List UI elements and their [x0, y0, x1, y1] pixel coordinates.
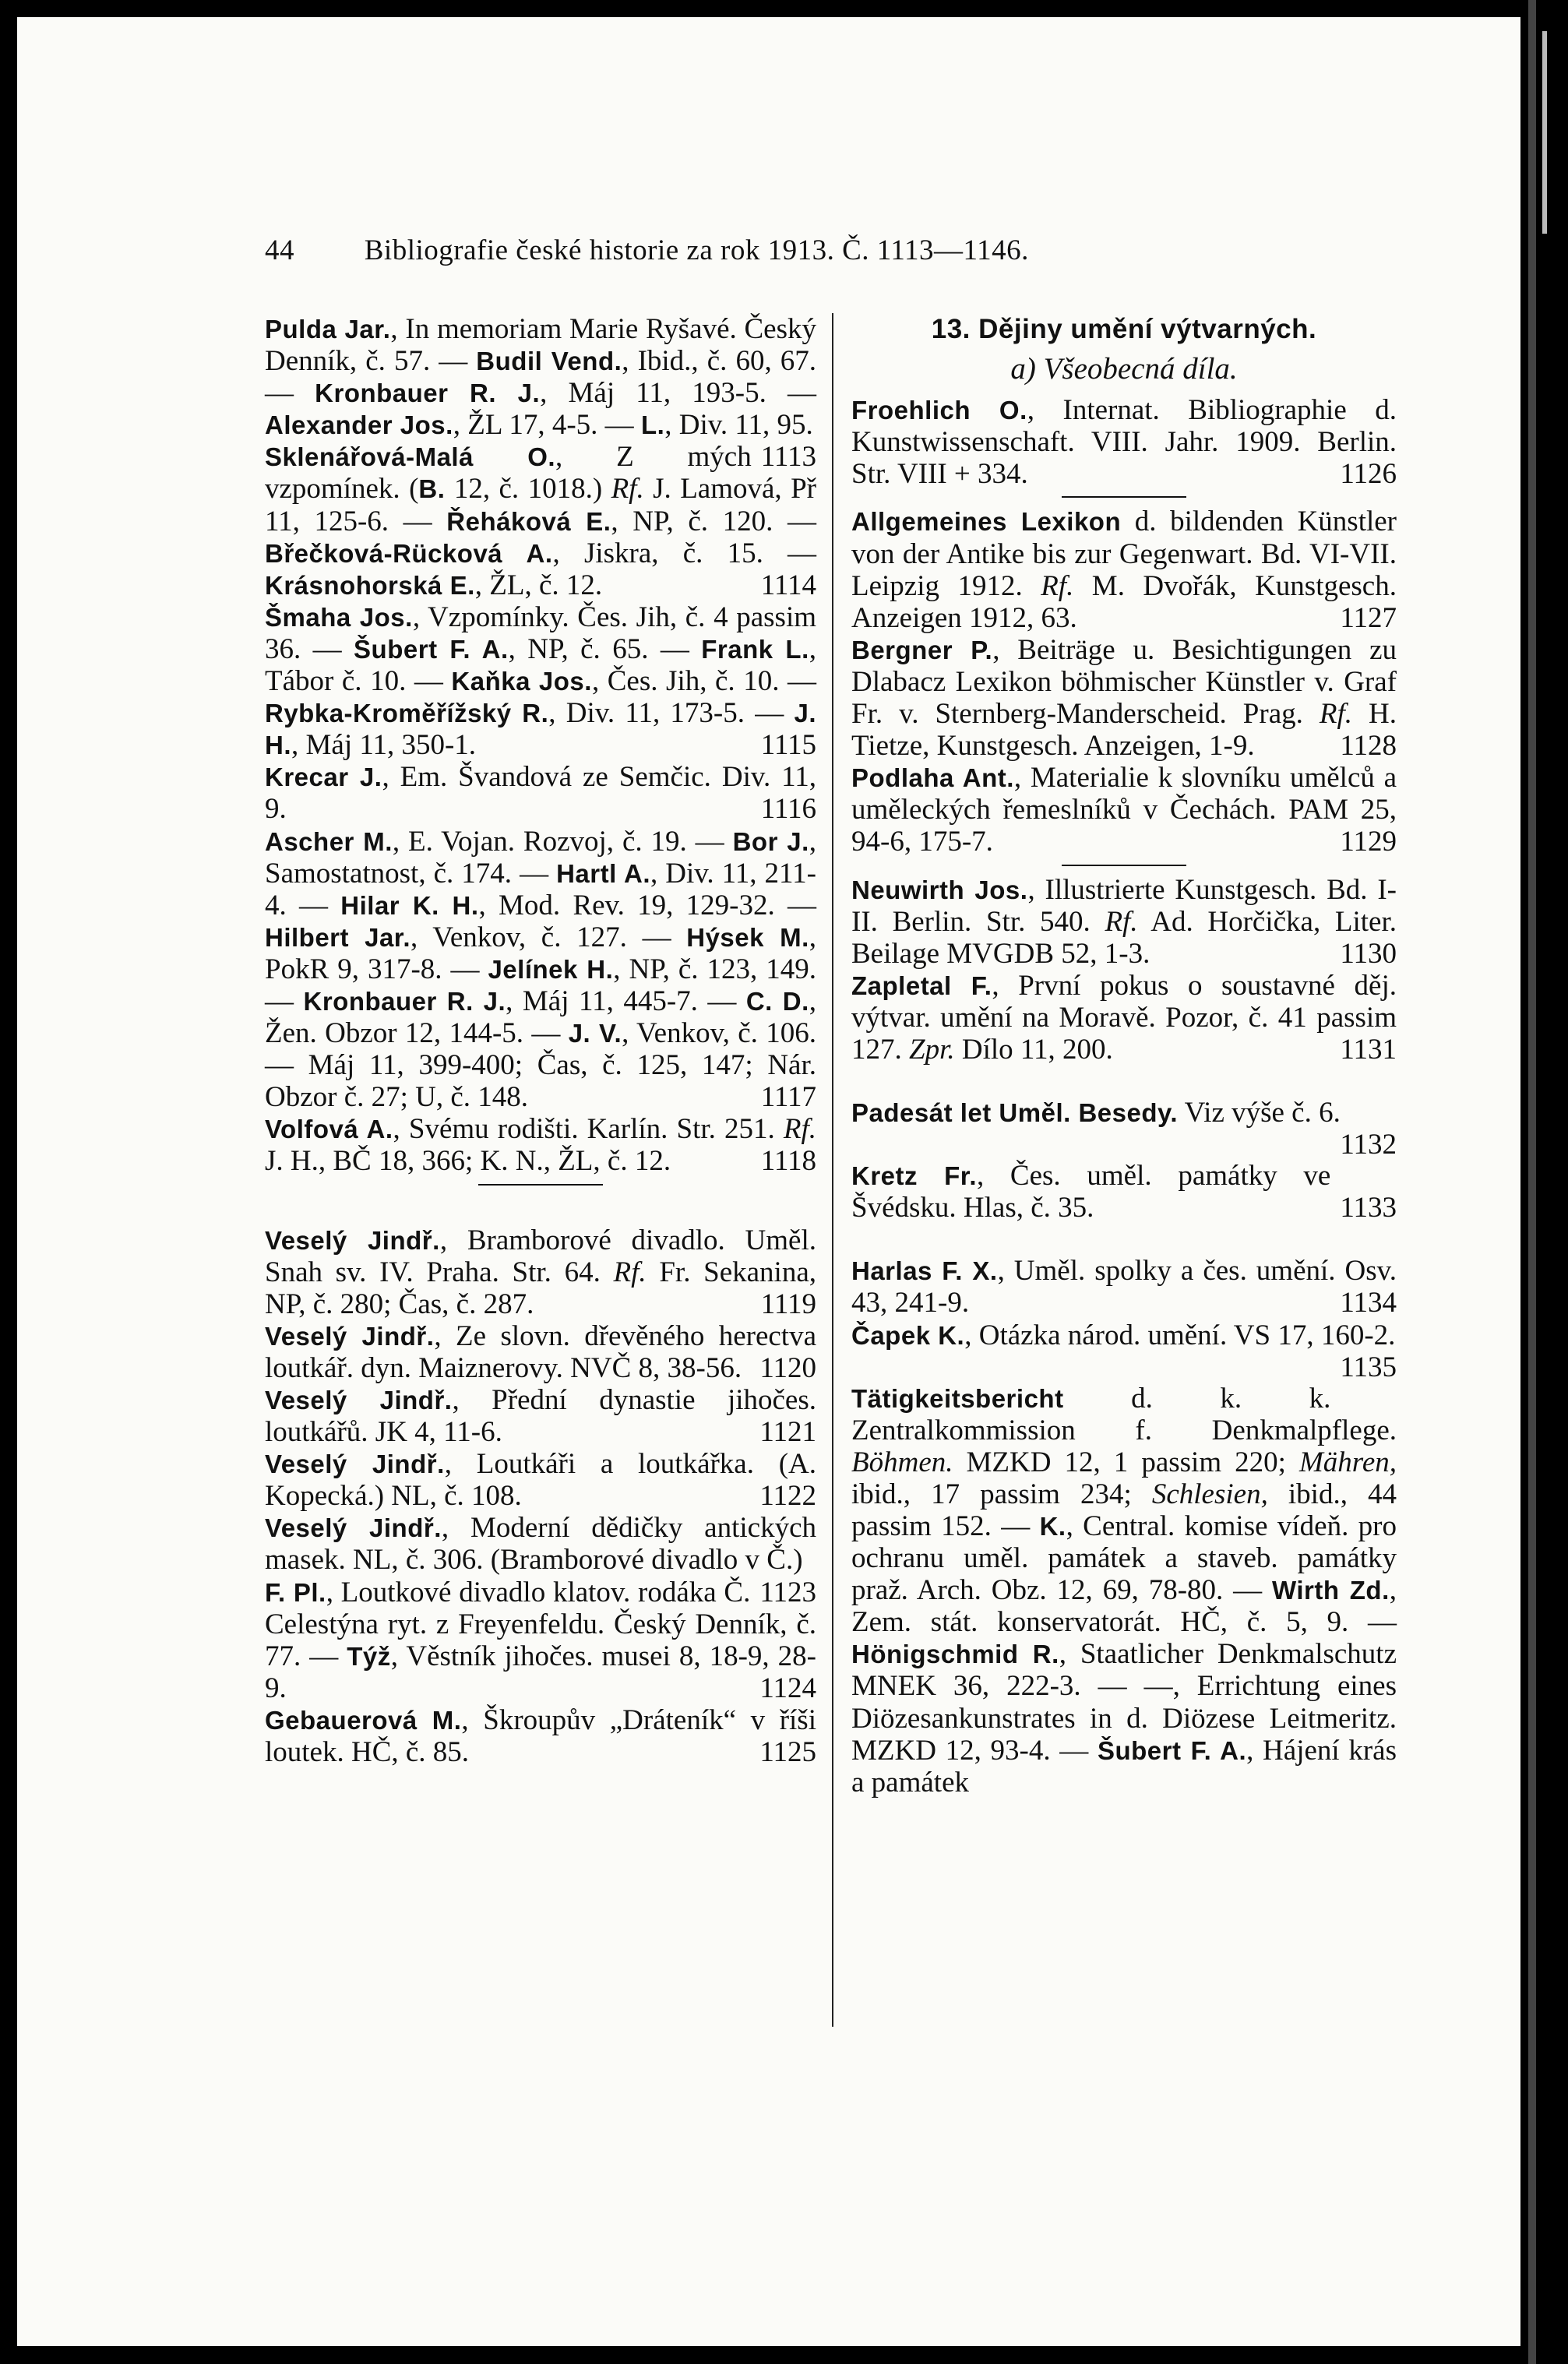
running-title: Bibliografie české historie za rok 1913. Č. 1113—1146. [364, 234, 1029, 266]
entry-1116: Krecar J., Em. Švandová ze Semčic. Div. 11, 9. 1116 [265, 761, 816, 826]
entry-1132: Padesát let Uměl. Besedy. Viz výše č. 6. 1132 [851, 1097, 1397, 1161]
entry-1128: Bergner P., Beiträge u. Besichtigungen zu Dlabacz Lexikon böhmischer Künstler v. Graf Fr. v. Sternberg-Manderscheid. Prag. Rf. H. Tietze, Kunstgesch. Anzeigen, 1-9. 1128 [851, 633, 1397, 763]
entry-1119: Veselý Jindř., Bramborové divadlo. Uměl. Snah sv. IV. Praha. Str. 64. Rf. Fr. Sekanina, NP, č. 280; Čas, č. 287. 1119 [265, 1224, 817, 1320]
entry-1114: Sklenářová-Malá O., Z mých vzpomínek. (B. 12, č. 1018.) Rf. J. Lamová, Př 11, 125-6. — Řeháková E., NP, č. 120. — Břečková-Rücková A., Jiskra, č. 15. — Krásnohorská E., ŽL, č. 12. 1114 [265, 441, 816, 601]
entry-separator [1062, 865, 1186, 866]
entry-1124: F. Pl., Loutkové divadlo klatov. rodáka Č. Celestýna ryt. z Freyenfeldu. Český Denník, č. 77. — Týž, Věstník jihočes. musei 8, 18-9, 28-9. 1124 [265, 1576, 817, 1704]
section-title: 13. Dějiny umění výtvarných. [931, 314, 1317, 344]
entry-1125: Gebauerová M., Škroupův „Dráteník“ v říši loutek. HČ, č. 85. 1125 [265, 1703, 816, 1769]
entry-1129: Podlaha Ant., Materialie k slovníku umělců a uměleckých řemeslníků v Čechách. PAM 25, 94-6, 175-7. 1129 [851, 762, 1397, 858]
entry-1113: Pulda Jar., In memoriam Marie Ryšavé. Český Denník, č. 57. — Budil Vend., Ibid., č. 60, 67. — Kronbauer R. J., Máj 11, 193-5. — Alexander Jos., ŽL 17, 4-5. — L., Div. 11, 95. 1113 [265, 313, 816, 474]
scan-edge-highlight [1542, 31, 1547, 234]
entry-1133: Kretz Fr., Čes. uměl. památky ve Švédsku. Hlas, č. 35. 1133 [851, 1160, 1397, 1224]
entry-1127: Allgemeines Lexikon d. bildenden Künstler von der Antike bis zur Gegenwart. Bd. VI-VII. Leipzig 1912. Rf. M. Dvořák, Kunstgesch. Anzeigen 1912, 63. 1127 [851, 506, 1397, 634]
entry-1121: Veselý Jindř., Přední dynastie jihočes. loutkářů. JK 4, 11-6. 1121 [265, 1384, 816, 1449]
entry-separator [1062, 496, 1186, 498]
entry-1135: Čapek K., Otázka národ. umění. VS 17, 160-2. 1135 [851, 1319, 1397, 1383]
entry-1117: Ascher M., E. Vojan. Rozvoj, č. 19. — Bor J., Samostatnost, č. 174. — Hartl A., Div. 11, 211-4. — Hilar K. H., Mod. Rev. 19, 129-32. — Hilbert Jar., Venkov, č. 127. — Hýsek M., PokR 9, 317-8. — Jelínek H., NP, č. 123, 149. — Kronbauer R. J., Máj 11, 445-7. — C. D., Žen. Obzor 12, 144-5. — J. V., Venkov, č. 106. — Máj 11, 399-400; Čas, č. 125, 147; Nár. Obzor č. 27; U, č. 148. 1117 [265, 825, 817, 1114]
entry-separator [478, 1184, 603, 1186]
entry-1115: Šmaha Jos., Vzpomínky. Čes. Jih, č. 4 passim 36. — Šubert F. A., NP, č. 65. — Frank L., Tábor č. 10. — Kaňka Jos., Čes. Jih, č. 10. — Rybka-Kroměřížský R., Div. 11, 173-5. — J. H., Máj 11, 350-1. 1115 [265, 601, 817, 762]
entry-1134: Harlas F. X., Uměl. spolky a čes. umění. Osv. 43, 241-9. 1134 [851, 1255, 1397, 1319]
subsection-title: a) Všeobecná díla. [1010, 352, 1238, 386]
page-number: 44 [265, 234, 294, 266]
entry-1130: Neuwirth Jos., Illustrierte Kunstgesch. Bd. I-II. Berlin. Str. 540. Rf. Ad. Horčička, Liter. Beilage MVGDB 52, 1-3. 1130 [851, 873, 1397, 970]
entry-1136-start: Tätigkeitsbericht d. k. k. Zentralkommission f. Denkmalpflege. Böhmen. MZKD 12, 1 passim 220; Mähren, ibid., 17 passim 234; Schlesien, ibid., 44 passim 152. — K., Central. komise vídeň. pro ochranu uměl. památek a staveb. památky praž. Arch. Obz. 12, 69, 78-80. — Wirth Zd., Zem. stát. konservatorát. HČ, č. 5, 9. — Hönigschmid R., Staatlicher Denkmalschutz MNEK 36, 222-3. — —, Errichtung eines Diözesankunstrates in d. Diözese Leitmeritz. MZKD 12, 93-4. — Šubert F. A., Hájení krás a památek [851, 1382, 1397, 1799]
entry-1122: Veselý Jindř., Loutkáři a loutkářka. (A. Kopecká.) NL, č. 108. 1122 [265, 1448, 816, 1513]
entry-1120: Veselý Jindř., Ze slovn. dřevěného herectva loutkář. dyn. Maiznerovy. NVČ 8, 38-56. 1120 [265, 1319, 816, 1384]
column-divider [832, 313, 833, 2027]
right-column [851, 313, 1397, 1799]
left-column [265, 313, 816, 1768]
scan-edge [1528, 0, 1536, 2364]
entry-1131: Zapletal F., První pokus o soustavné děj. výtvar. umění na Moravě. Pozor, č. 41 passim 127. Zpr. Dílo 11, 200. 1131 [851, 969, 1397, 1066]
entry-1126: Froehlich O., Internat. Bibliographie d. Kunstwissenschaft. VIII. Jahr. 1909. Berlin. Str. VIII + 334. 1126 [851, 394, 1397, 491]
entry-1123: Veselý Jindř., Moderní dědičky antických masek. NL, č. 306. (Bramborové divadlo v Č.) 1123 [265, 1512, 816, 1608]
running-header [265, 234, 1029, 267]
entry-1118: Volfová A., Svému rodišti. Karlín. Str. 251. Rf. J. H., BČ 18, 366; K. N., ŽL, č. 12. 1118 [265, 1113, 816, 1178]
